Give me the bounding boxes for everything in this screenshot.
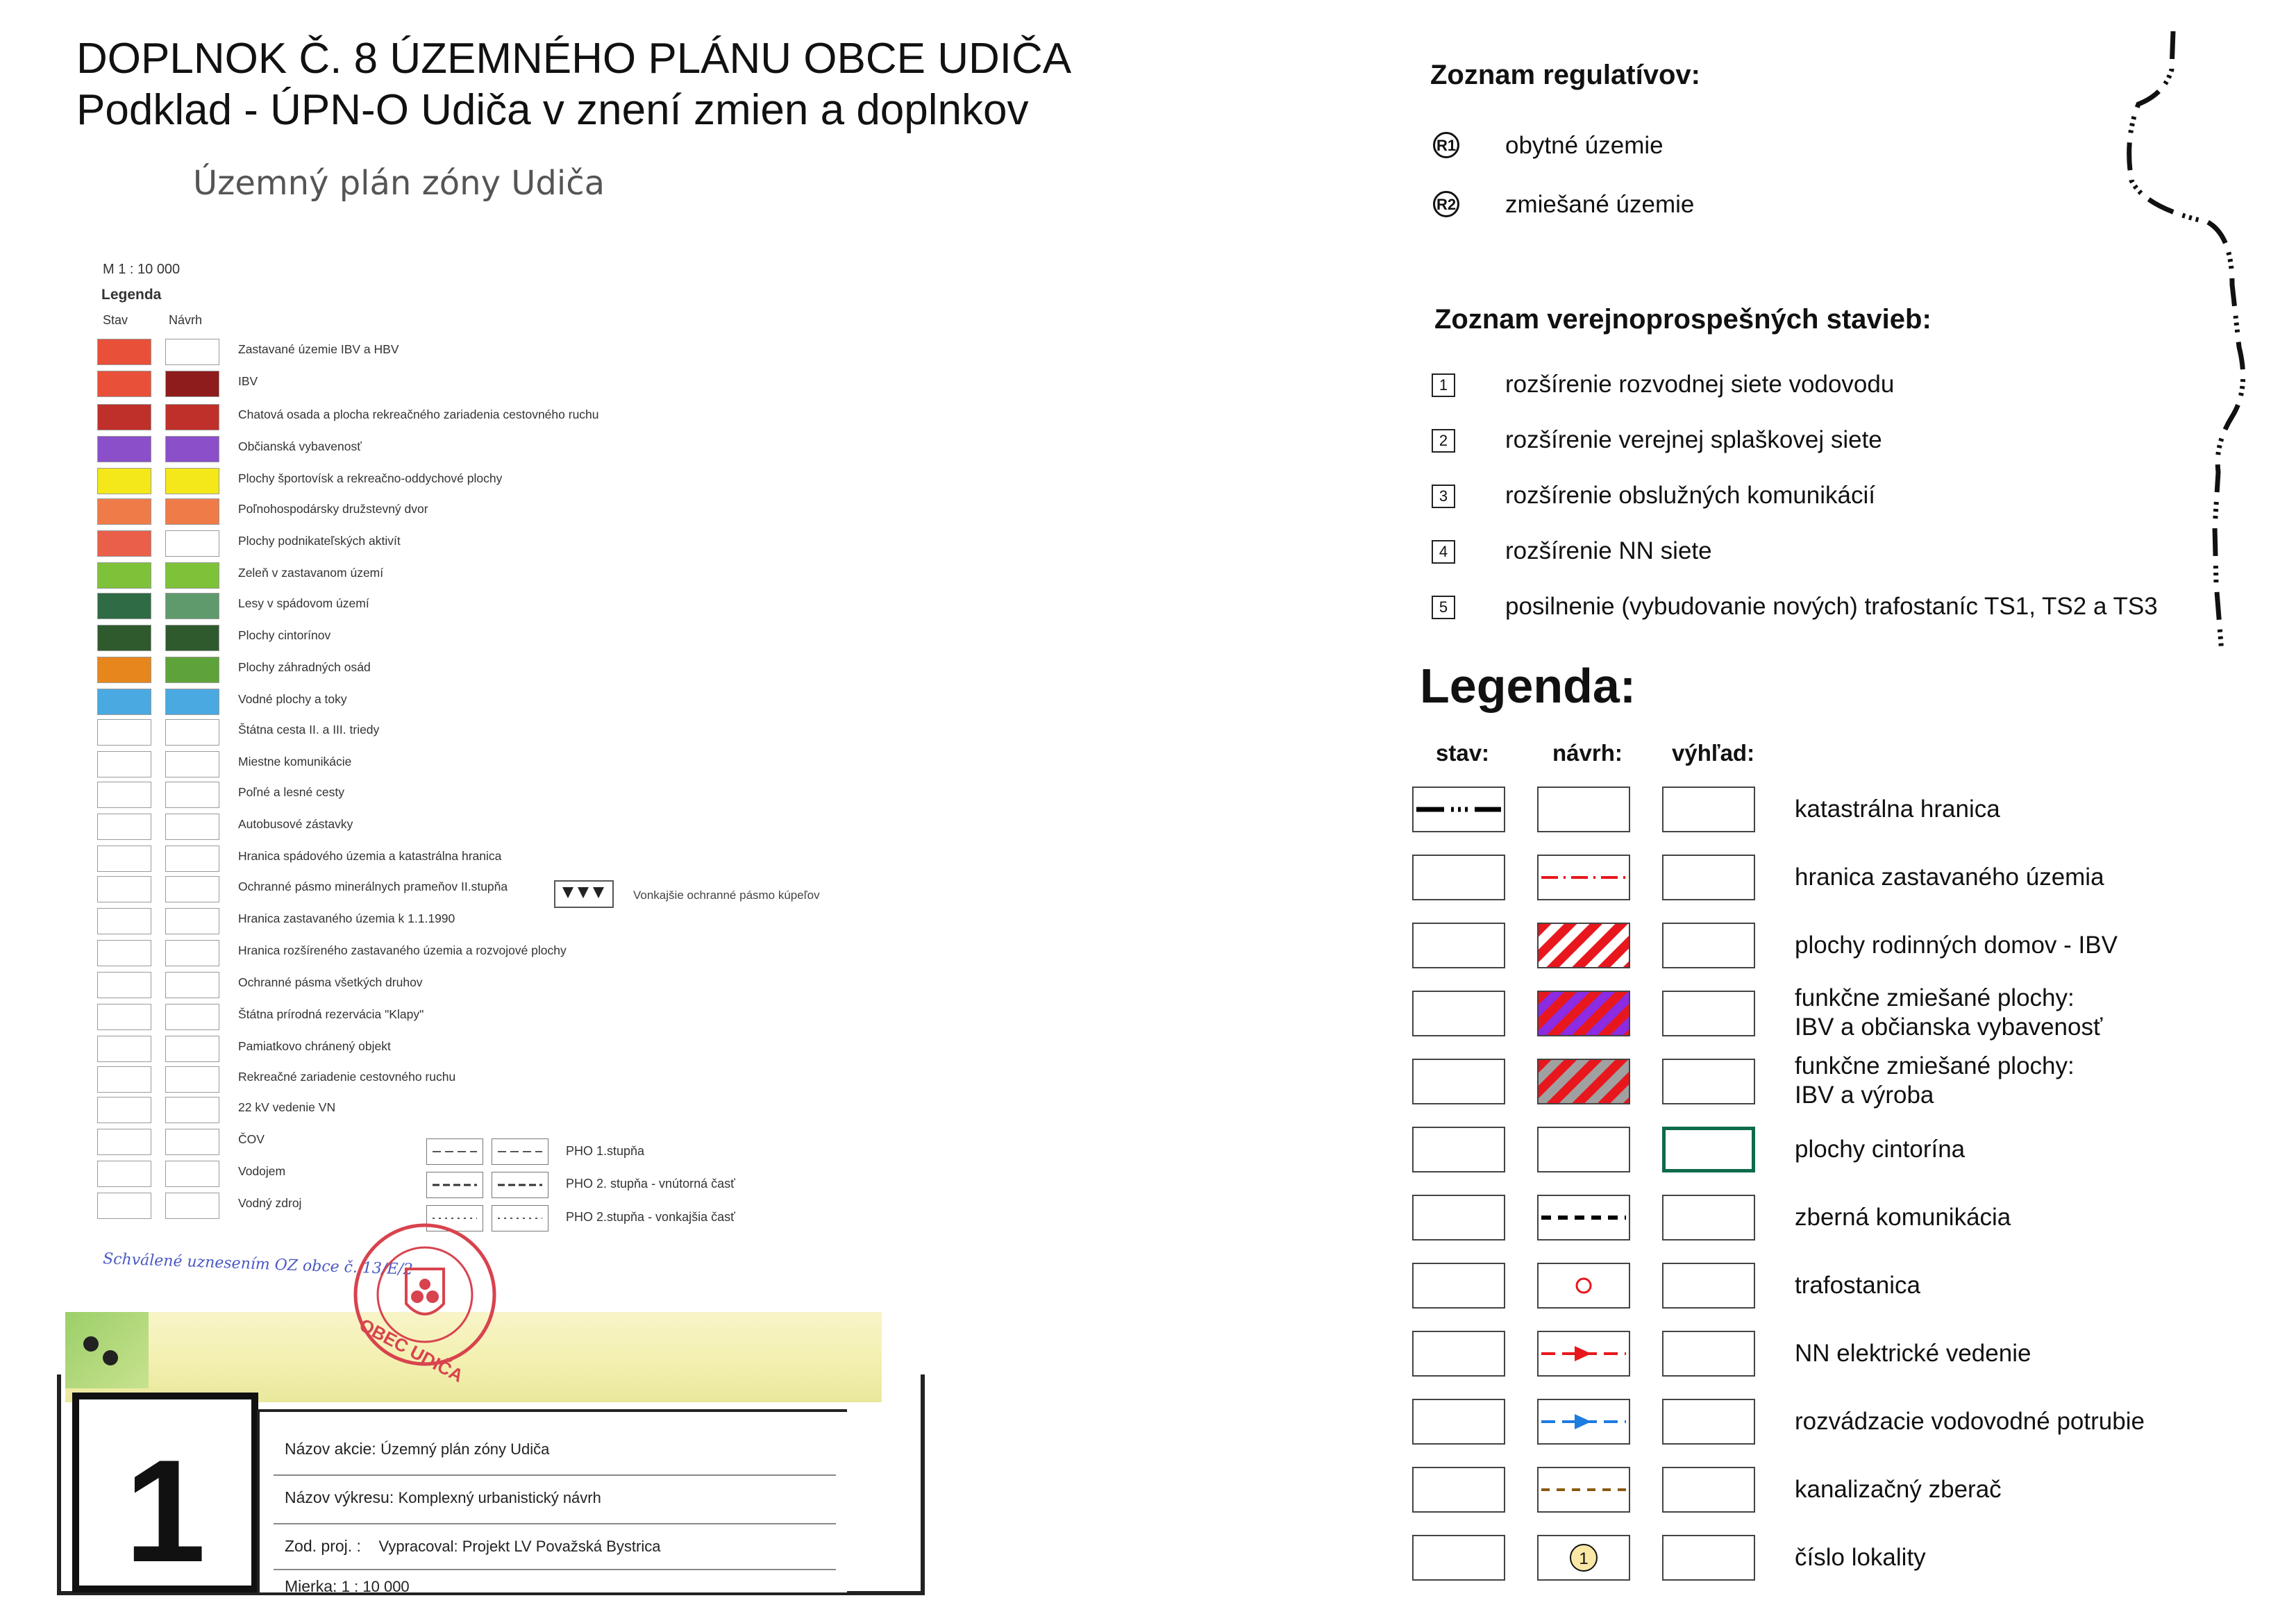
pho2-outer-symbol-b: [492, 1205, 548, 1231]
scan-swatch-stav: [97, 814, 151, 840]
legend-label: plochy cintorína: [1795, 1136, 1966, 1163]
scan-title: Územný plán zóny Udiča: [193, 164, 605, 203]
pho1-symbol-b: [492, 1138, 548, 1165]
legend-col-vyhlad: výhľad:: [1672, 740, 1755, 766]
stamp-text: OBEC UDIČA: [355, 1314, 467, 1386]
legend-box-stav: [1412, 1467, 1505, 1513]
regulativ-label: obytné územie: [1505, 132, 1664, 159]
legend-box-navrh: [1537, 1331, 1630, 1377]
vps-label: rozšírenie rozvodnej siete vodovodu: [1505, 371, 1895, 398]
legend-symbol: [1539, 1060, 1629, 1103]
scan-swatch-navrh: [165, 719, 219, 746]
legend-box-navrh: [1537, 855, 1630, 900]
scan-legend-label: Pamiatkovo chránený objekt: [238, 1039, 391, 1053]
scan-legend-row: [62, 339, 923, 367]
scan-legend-label: Zastavané územie IBV a HBV: [238, 342, 399, 356]
vps-number-box: 5: [1432, 596, 1455, 619]
mierka-label: Mierka:: [285, 1577, 337, 1595]
legend-box-vyhlad: [1662, 855, 1755, 900]
scan-swatch-stav: [97, 972, 151, 998]
legend-box-navrh: [1537, 1263, 1630, 1309]
legend-box-vyhlad: [1662, 1195, 1755, 1241]
legend-box-vyhlad: [1662, 1059, 1755, 1104]
legend-box-stav: [1412, 1535, 1505, 1581]
pho1-label: PHO 1.stupňa: [566, 1144, 645, 1158]
legend-symbol: [1539, 1536, 1629, 1579]
drawing-number-value: 1: [124, 1429, 206, 1592]
mierka-row: [285, 1577, 410, 1596]
scan-swatch-stav: [97, 1161, 151, 1187]
legend-label: [1795, 984, 2102, 1042]
scan-swatch-navrh: [165, 782, 219, 808]
scan-legend-label: ČOV: [238, 1132, 265, 1146]
legend-box-navrh: [1537, 1059, 1630, 1104]
legend-box-stav: [1412, 1331, 1505, 1377]
title-line-1: DOPLNOK Č. 8 ÚZEMNÉHO PLÁNU OBCE UDIČA: [76, 35, 1072, 83]
pho1-symbol-a: [426, 1138, 483, 1165]
legend-box-navrh: [1537, 1195, 1630, 1241]
akcia-label: Názov akcie:: [285, 1440, 376, 1458]
vykres-value: Komplexný urbanistický návrh: [398, 1489, 601, 1506]
scan-legend-label: IBV: [238, 374, 258, 388]
map-bus-stop-icon: [83, 1336, 99, 1352]
scan-legend-row: [62, 498, 923, 526]
scan-swatch-navrh: [165, 1036, 219, 1062]
vps-label: posilnenie (vybudovanie nových) trafostaníc TS1, TS2 a TS3: [1505, 593, 2158, 620]
scan-legend-label: 22 kV vedenie VN: [238, 1100, 336, 1114]
scan-scale: M 1 : 10 000: [103, 262, 181, 277]
scan-swatch-stav: [97, 719, 151, 746]
regulativy-title: Zoznam regulatívov:: [1430, 60, 1700, 90]
scan-col-navrh: Návrh: [169, 313, 203, 327]
scan-swatch-navrh: [165, 846, 219, 872]
legend-box-stav: [1412, 923, 1505, 968]
akcia-value: Územný plán zóny Udiča: [380, 1440, 550, 1458]
scan-swatch-stav: [97, 404, 151, 430]
legend-label: plochy rodinných domov - IBV: [1795, 932, 2118, 959]
scan-swatch-navrh: [165, 751, 219, 777]
scan-legend-label: Štátna cesta II. a III. triedy: [238, 723, 380, 737]
legend-box-navrh: [1537, 1127, 1630, 1172]
scan-swatch-stav: [97, 339, 151, 365]
scan-legend-row: [62, 1004, 923, 1032]
vykres-label: Názov výkresu:: [285, 1488, 394, 1506]
legend-box-vyhlad: [1662, 787, 1755, 832]
proj-label: Zod. proj. :: [285, 1537, 361, 1555]
scan-swatch-navrh: [165, 625, 219, 651]
legend-symbol: [1539, 992, 1629, 1035]
scan-swatch-stav: [97, 1066, 151, 1093]
legend-box-stav: [1412, 1127, 1505, 1172]
scan-swatch-navrh: [165, 908, 219, 934]
scan-legend-label: Vodný zdroj: [238, 1196, 302, 1210]
scan-legend-label: Hranica zastavaného územia k 1.1.1990: [238, 911, 455, 925]
scan-swatch-navrh: [165, 530, 219, 557]
scan-legend-label: Vodné plochy a toky: [238, 692, 347, 706]
scan-swatch-stav: [97, 498, 151, 525]
scan-legend-label: Plochy záhradných osád: [238, 660, 371, 674]
scan-legend-label: Zeleň v zastavanom území: [238, 566, 384, 580]
legend-symbol: [1539, 1196, 1629, 1239]
scan-legend-row: [62, 404, 923, 432]
scan-swatch-stav: [97, 876, 151, 902]
scan-legend-list: [62, 250, 923, 1333]
scan-legend-row: [62, 782, 923, 809]
scan-swatch-navrh: [165, 1066, 219, 1093]
scan-legend-row: [62, 689, 923, 716]
legend-box-stav: [1412, 855, 1505, 900]
regulativ-badge: R2: [1433, 191, 1459, 217]
scan-swatch-stav: [97, 1004, 151, 1030]
scan-legend-row: [62, 657, 923, 684]
scan-legend-label: Lesy v spádovom území: [238, 596, 369, 610]
scan-swatch-navrh: [165, 814, 219, 840]
legend-label: katastrálna hranica: [1795, 796, 2000, 823]
scan-swatch-navrh: [165, 468, 219, 494]
legend-box-navrh: [1537, 787, 1630, 832]
scan-swatch-stav: [97, 625, 151, 651]
legend-label: trafostanica: [1795, 1272, 1920, 1299]
scan-swatch-navrh: [165, 371, 219, 397]
scan-legend-row: [62, 908, 923, 936]
scan-legend-label: Hranica spádového územia a katastrálna hranica: [238, 849, 502, 863]
cadastral-boundary-line: [2111, 28, 2277, 653]
scan-legend-title: Legenda: [101, 287, 162, 303]
scan-swatch-stav: [97, 940, 151, 966]
scan-swatch-navrh: [165, 562, 219, 589]
scan-legend-label: Ochranné pásma všetkých druhov: [238, 975, 423, 989]
legend-title: Legenda:: [1420, 659, 1636, 713]
scan-swatch-navrh: [165, 1097, 219, 1123]
regulativ-badge: R1: [1433, 132, 1459, 158]
scan-swatch-navrh: [165, 689, 219, 715]
scan-swatch-navrh: [165, 404, 219, 430]
title-block-separator: [274, 1523, 836, 1524]
legend-symbol: [1539, 856, 1629, 899]
legend-label: rozvádzacie vodovodné potrubie: [1795, 1408, 2145, 1435]
scan-swatch-stav: [97, 1129, 151, 1155]
svg-text:1: 1: [1579, 1549, 1589, 1568]
scan-swatch-stav: [97, 593, 151, 619]
scan-swatch-stav: [97, 1036, 151, 1062]
scan-legend-label: Ochranné pásmo minerálnych prameňov II.stupňa: [238, 880, 508, 893]
scan-legend-label: Občianská vybavenosť: [238, 439, 362, 453]
approval-note: Schválené uznesením OZ obce č. 13/E/2: [102, 1250, 414, 1279]
legend-box-navrh: [1537, 1535, 1630, 1581]
legend-box-navrh: [1537, 991, 1630, 1036]
vps-number-box: 4: [1432, 540, 1455, 564]
scan-swatch-navrh: [165, 1129, 219, 1155]
scan-legend-row: [62, 814, 923, 841]
scan-legend-row: [62, 593, 923, 621]
scan-legend-row: [62, 940, 923, 968]
legend-box-vyhlad: [1662, 1263, 1755, 1309]
pho2-inner-symbol-b: [492, 1172, 548, 1198]
scan-legend-row: [62, 1036, 923, 1063]
scan-swatch-stav: [97, 782, 151, 808]
scan-swatch-stav: [97, 468, 151, 494]
vps-number-box: 2: [1432, 429, 1455, 453]
scan-legend-label: Plochy cintorínov: [238, 628, 331, 642]
scan-swatch-navrh: [165, 1161, 219, 1187]
scan-swatch-stav: [97, 530, 151, 557]
scan-legend-label: Autobusové zástavky: [238, 817, 353, 831]
legend-col-stav: stav:: [1436, 740, 1490, 766]
legend-box-navrh: [1537, 923, 1630, 968]
legend-box-navrh: [1537, 1467, 1630, 1513]
scan-legend-label: Chatová osada a plocha rekreačného zariadenia cestovného ruchu: [238, 407, 599, 421]
legend-label-line: IBV a výroba: [1795, 1082, 1934, 1109]
legend-label: kanalizačný zberač: [1795, 1476, 2002, 1503]
proj-value: Vypracoval: Projekt LV Považská Bystrica: [378, 1538, 661, 1555]
legend-box-vyhlad: [1662, 1331, 1755, 1377]
scan-legend-label: Rekreačné zariadenie cestovného ruchu: [238, 1070, 456, 1084]
pho2-inner-symbol-a: [426, 1172, 483, 1198]
legend-box-stav: [1412, 991, 1505, 1036]
scan-swatch-stav: [97, 846, 151, 872]
scan-swatch-stav: [97, 689, 151, 715]
scan-swatch-stav: [97, 908, 151, 934]
vykres-row: [285, 1488, 601, 1507]
akcia-row: [285, 1440, 549, 1458]
legend-box-stav: [1412, 1195, 1505, 1241]
legend-box-stav: [1412, 1399, 1505, 1445]
scan-legend-row: [62, 530, 923, 558]
title-block-separator: [274, 1474, 836, 1476]
regulativ-label: zmiešané územie: [1505, 191, 1695, 218]
scan-swatch-navrh: [165, 657, 219, 683]
legend-symbol: [1539, 1264, 1629, 1307]
vps-number-box: 1: [1432, 373, 1455, 397]
legend-symbol: [1539, 1400, 1629, 1443]
title-block: [257, 1409, 847, 1595]
legend-box-vyhlad: [1662, 1535, 1755, 1581]
scan-legend-row: [62, 468, 923, 496]
scan-legend-row: [62, 1066, 923, 1094]
scan-legend-row: [62, 751, 923, 779]
vps-label: rozšírenie verejnej splaškovej siete: [1505, 426, 1882, 453]
scan-swatch-navrh: [165, 972, 219, 998]
scan-legend-label: Plochy športovísk a rekreačno-oddychové plochy: [238, 471, 503, 485]
scan-legend-label: Vodojem: [238, 1164, 286, 1178]
scan-legend-label: Poľné a lesné cesty: [238, 785, 344, 799]
pho2-outer-label: PHO 2.stupňa - vonkajšia časť: [566, 1210, 735, 1224]
legend-box-navrh: [1537, 1399, 1630, 1445]
legend-box-stav: [1412, 787, 1505, 832]
legend-symbol: [1539, 924, 1629, 967]
legend-label: zberná komunikácia: [1795, 1204, 2011, 1231]
scan-swatch-navrh: [165, 593, 219, 619]
scan-swatch-navrh: [165, 339, 219, 365]
scan-legend-label: Poľnohospodársky družstevný dvor: [238, 502, 428, 516]
scan-legend-row: [62, 719, 923, 747]
scan-legend-label: Štátna prírodná rezervácia "Klapy": [238, 1007, 424, 1021]
legend-label-line: funkčne zmiešané plochy:: [1795, 984, 2075, 1011]
vps-number-box: 3: [1432, 485, 1455, 508]
mierka-value: 1 : 10 000: [341, 1578, 410, 1595]
scan-swatch-navrh: [165, 876, 219, 902]
scan-swatch-stav: [97, 371, 151, 397]
scan-swatch-navrh: [165, 940, 219, 966]
scan-legend-row: [62, 436, 923, 464]
legend-symbol: [1539, 1468, 1629, 1511]
scan-swatch-navrh: [165, 1004, 219, 1030]
scan-swatch-navrh: [165, 1193, 219, 1219]
legend-box-stav: [1412, 1059, 1505, 1104]
legend-label: NN elektrické vedenie: [1795, 1340, 2031, 1367]
scan-swatch-stav: [97, 1193, 151, 1219]
scan-swatch-navrh: [165, 498, 219, 525]
scan-legend-row: [62, 562, 923, 590]
scan-swatch-stav: [97, 1097, 151, 1123]
scan-legend-label: Hranica rozšíreného zastavaného územia a rozvojové plochy: [238, 943, 567, 957]
legend-label: hranica zastavaného územia: [1795, 864, 2104, 891]
legend-box-stav: [1412, 1263, 1505, 1309]
drawing-number: [72, 1393, 258, 1592]
legend-label-line: funkčne zmiešané plochy:: [1795, 1052, 2075, 1079]
title-line-2: Podklad - ÚPN-O Udiča v znení zmien a doplnkov: [76, 86, 1029, 134]
legend-box-vyhlad: [1662, 1127, 1755, 1172]
map-bus-stop-icon: [103, 1350, 118, 1365]
legend-label-line: IBV a občianska vybavenosť: [1795, 1014, 2103, 1041]
legend-label: číslo lokality: [1795, 1544, 1926, 1571]
legend-box-vyhlad: [1662, 1399, 1755, 1445]
legend-box-vyhlad: [1662, 991, 1755, 1036]
scan-swatch-stav: [97, 436, 151, 462]
scan-swatch-stav: [97, 751, 151, 777]
vps-title: Zoznam verejnoprospešných stavieb:: [1434, 304, 1932, 335]
scan-legend-row: [62, 1097, 923, 1125]
scan-legend-row: [62, 846, 923, 873]
legend-box-vyhlad: [1662, 923, 1755, 968]
document-title: [76, 33, 1071, 136]
legend-label: [1795, 1052, 2075, 1110]
scan-col-stav: Stav: [103, 313, 128, 327]
scan-legend-label: Miestne komunikácie: [238, 755, 352, 768]
scan-legend-row: [62, 972, 923, 1000]
vonkajsie-symbol: [554, 880, 614, 908]
proj-row: [285, 1537, 660, 1556]
scan-legend-row: [62, 625, 923, 653]
vps-label: rozšírenie NN siete: [1505, 537, 1712, 564]
legend-symbol: [1539, 1332, 1629, 1375]
legend-col-navrh: návrh:: [1552, 740, 1623, 766]
legend-symbol: [1414, 788, 1504, 831]
scan-swatch-stav: [97, 562, 151, 589]
vps-label: rozšírenie obslužných komunikácií: [1505, 482, 1876, 509]
title-block-separator: [274, 1569, 836, 1570]
legend-box-vyhlad: [1662, 1467, 1755, 1513]
scan-legend-label: Plochy podnikateľských aktivít: [238, 534, 401, 548]
scan-swatch-navrh: [165, 436, 219, 462]
vonkajsie-label: Vonkajšie ochranné pásmo kúpeľov: [633, 889, 820, 902]
scan-legend-row: [62, 371, 923, 398]
scan-swatch-stav: [97, 657, 151, 683]
pho2-inner-label: PHO 2. stupňa - vnútorná časť: [566, 1177, 735, 1191]
